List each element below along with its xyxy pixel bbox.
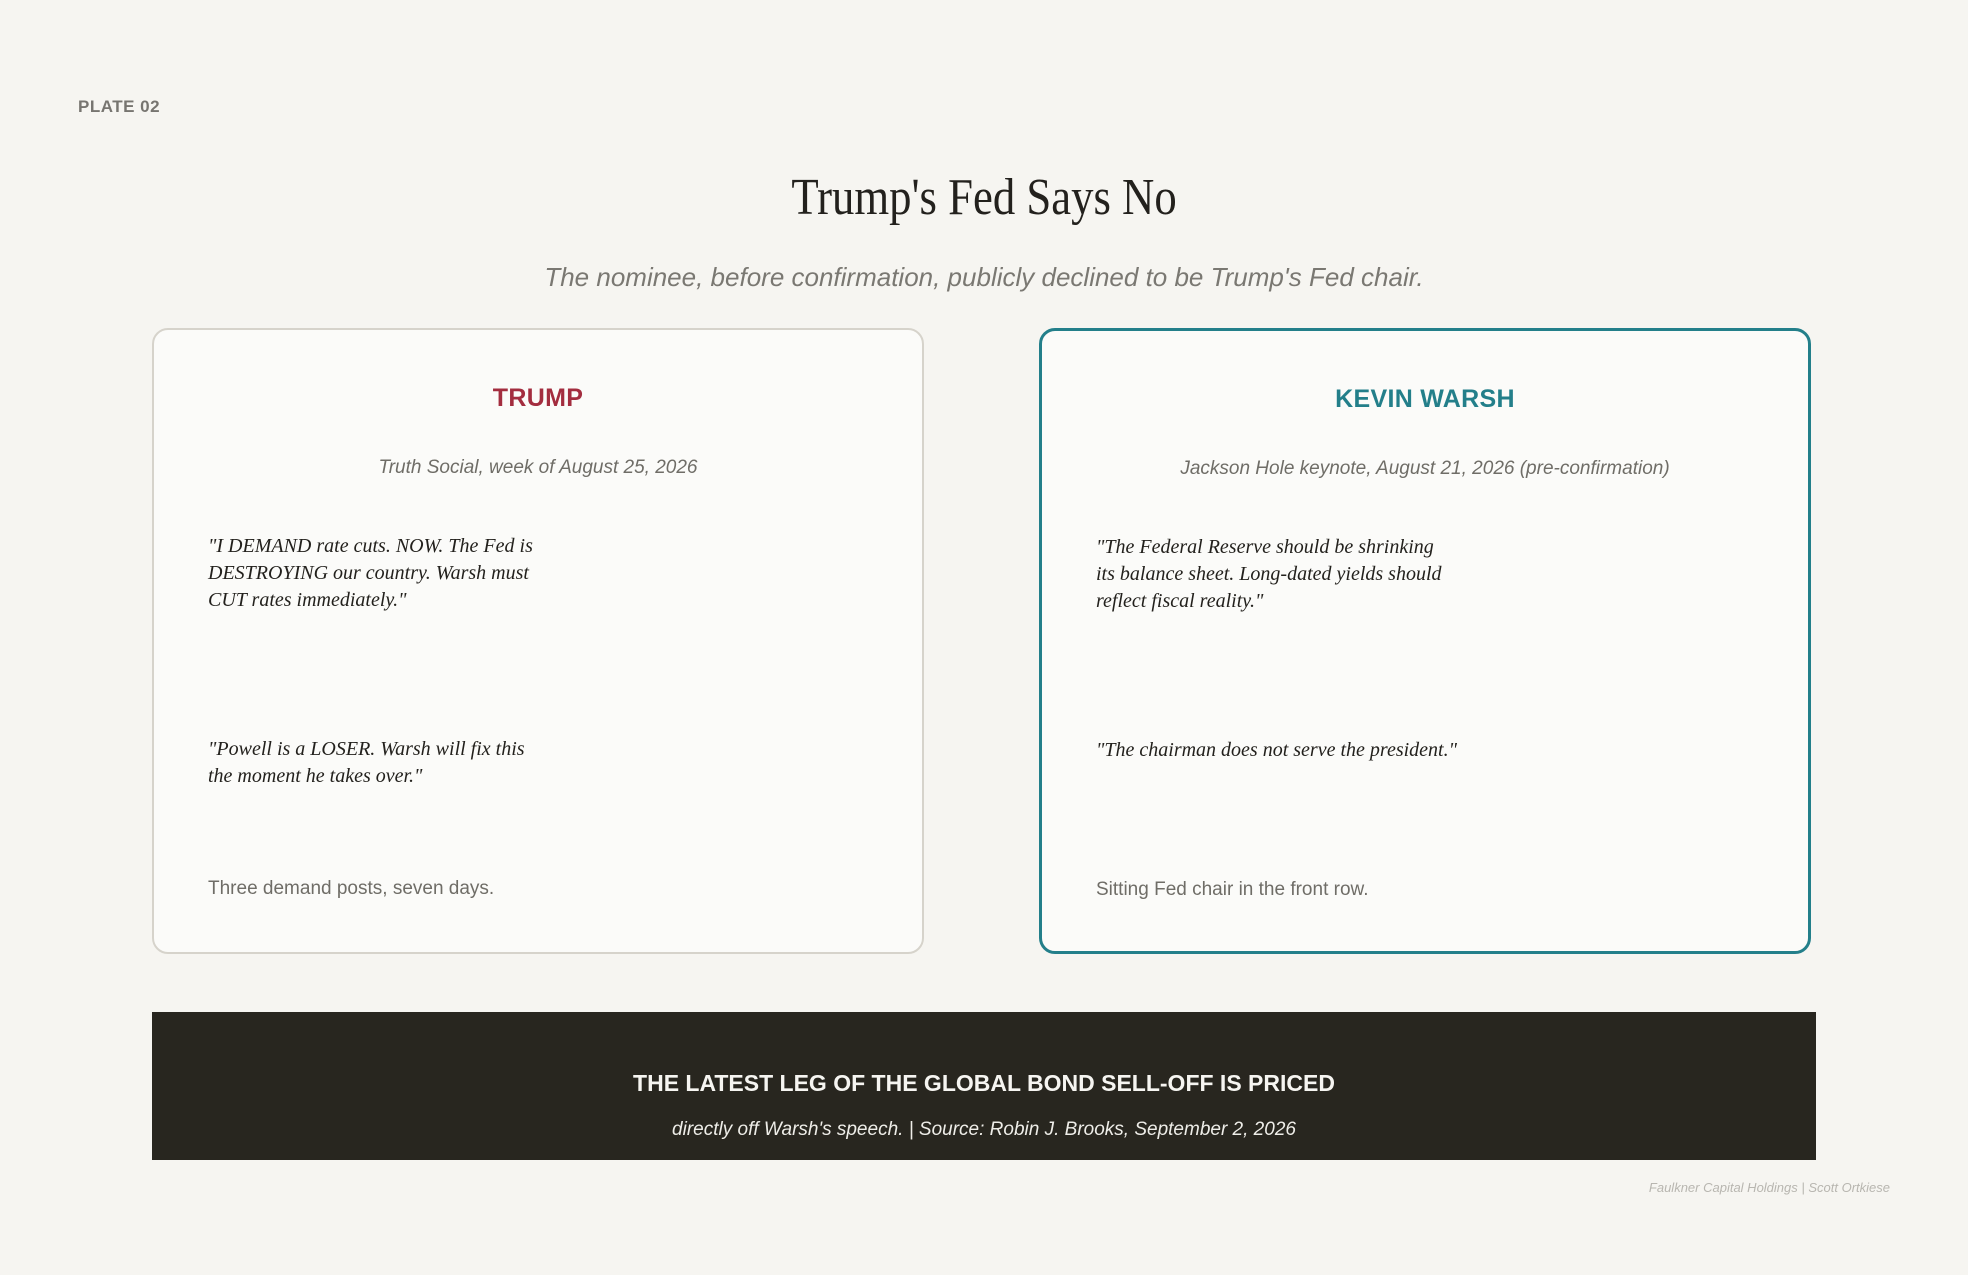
panel-name: TRUMP (492, 384, 584, 412)
panel-name: KEVIN WARSH (1335, 385, 1515, 413)
panel-source: Jackson Hole keynote, August 21, 2026 (pre-confirmation) (1180, 458, 1670, 479)
page-title: Trump's Fed Says No (791, 169, 1177, 226)
plate-label: PLATE 02 (78, 97, 161, 116)
credit-line: Faulkner Capital Holdings | Scott Ortkiese (1648, 1180, 1890, 1195)
banner-headline: THE LATEST LEG OF THE GLOBAL BOND SELL-OFF IS PRICED (633, 1070, 1335, 1096)
quote: "I DEMAND rate cuts. NOW. The Fed is DESTROYING our country. Warsh must CUT rates immediately." (208, 535, 533, 611)
banner-subline: directly off Warsh's speech. | Source: Robin J. Brooks, September 2, 2026 (672, 1119, 1296, 1140)
warsh-panel (1039, 328, 1811, 954)
page-subtitle: The nominee, before confirmation, publicly declined to be Trump's Fed chair. (544, 262, 1424, 292)
panel-footnote: Three demand posts, seven days. (208, 878, 495, 899)
quote: "The chairman does not serve the president." (1096, 739, 1457, 761)
panel-footnote: Sitting Fed chair in the front row. (1096, 879, 1369, 900)
trump-panel (152, 328, 924, 954)
panel-source: Truth Social, week of August 25, 2026 (378, 457, 698, 478)
quote: "The Federal Reserve should be shrinking its balance sheet. Long-dated yields should reflect fiscal reality." (1096, 536, 1442, 612)
source-banner (152, 1012, 1816, 1160)
quote: "Powell is a LOSER. Warsh will fix this the moment he takes over." (208, 738, 525, 787)
